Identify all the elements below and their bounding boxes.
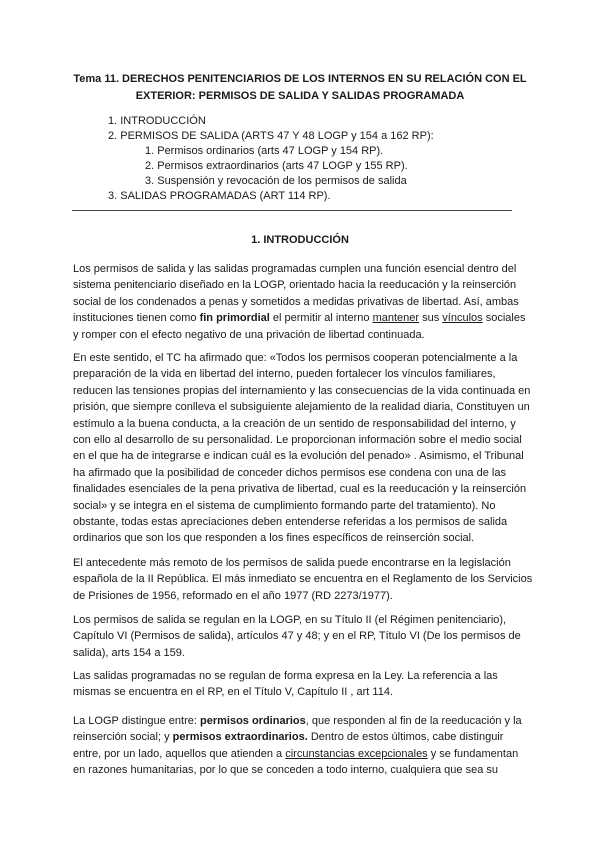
section-heading: 1. INTRODUCCIÓN [251, 234, 349, 246]
paragraph-1: Los permisos de salida y las salidas programadas cumplen una función esencial dentro del sistema penitenciario diseñado en la LOGP, orientado hacia la reeducación y la reinserción social de los condenados a penas y sometidos a medidas privativas de libertad. Así, ambas instituciones tienen como fin primordial el permitir al interno mantener sus vínculos sociales y romper con el efecto negativo de una privación de libertad continuada. [73, 263, 526, 341]
separator-line [72, 210, 512, 211]
document-title: Tema 11. DERECHOS PENITENCIARIOS DE LOS INTERNOS EN SU RELACIÓN CON EL EXTERIOR: PERMISOS DE SALIDA Y SALIDAS PROGRAMADA [73, 73, 527, 102]
toc-item: 2. PERMISOS DE SALIDA (ARTS 47 Y 48 LOGP y 154 a 162 RP): [108, 130, 434, 142]
paragraph-3: El antecedente más remoto de los permisos de salida puede encontrarse en la legislación española de la II República. El más inmediato se encuentra en el Reglamento de los Servicios de Prisiones de 1956, reformado en el año 1977 (RD 2273/1977). [73, 557, 533, 602]
table-of-contents [0, 114, 600, 204]
toc-item: 1. INTRODUCCIÓN [108, 115, 206, 127]
toc-subitem: 2. Permisos extraordinarios (arts 47 LOGP y 155 RP). [145, 160, 408, 172]
paragraph-2: En este sentido, el TC ha afirmado que: «Todos los permisos cooperan potencialmente a la preparación de la vida en libertad del interno, pueden fortalecer los vínculos familiares, reducen las tensiones propias del internamiento y las consecuencias de la vida continuada en prisión, que siempre conlleva el subsiguiente alejamiento de la realidad diaria, Constituyen un estímulo a la buena conducta, a la creación de un sentido de responsabilidad del interno, y con ello al desarrollo de su personalidad. Le proporcionan información sobre el medio social en el que ha de integrarse e indican cuál es la evolución del penado» . Asimismo, el Tribunal ha afirmado que la posibilidad de conceder dichos permisos ese condena con una de las finalidades esenciales de la pena privativa de libertad, cual es la reeducación y la reinserción social» y se integra en el sistema de cumplimiento formando parte del tratamiento). No obstante, todas estas apreciaciones deben entenderse referidas a los permisos de salida ordinarios que son los que responden a los fines específicos de reinserción social. [73, 352, 531, 545]
toc-item: 3. SALIDAS PROGRAMADAS (ART 114 RP). [108, 190, 331, 202]
toc-subitem: 1. Permisos ordinarios (arts 47 LOGP y 154 RP). [145, 145, 384, 157]
paragraph-4: Los permisos de salida se regulan en la LOGP, en su Título II (el Régimen penitenciario), Capítulo VI (Permisos de salida), artículos 47 y 48; y en el RP, Título VI (De los permisos de salida), arts 154 a 159. [73, 614, 521, 659]
paragraph-6: La LOGP distingue entre: permisos ordinarios, que responden al fin de la reeducación y la reinserción social; y permisos extraordinarios. Dentro de estos últimos, cabe distinguir entre, por un lado, aquellos que atienden a circunstancias excepcionales y se fundamentan en razones humanitarias, por lo que se conceden a todo interno, cualquiera que sea su [73, 715, 522, 777]
toc-subitem: 3. Suspensión y revocación de los permisos de salida [145, 175, 407, 187]
paragraph-5: Las salidas programadas no se regulan de forma expresa en la Ley. La referencia a las mismas se encuentra en el RP, en el Título V, Capítulo II , art 114. [73, 670, 498, 699]
